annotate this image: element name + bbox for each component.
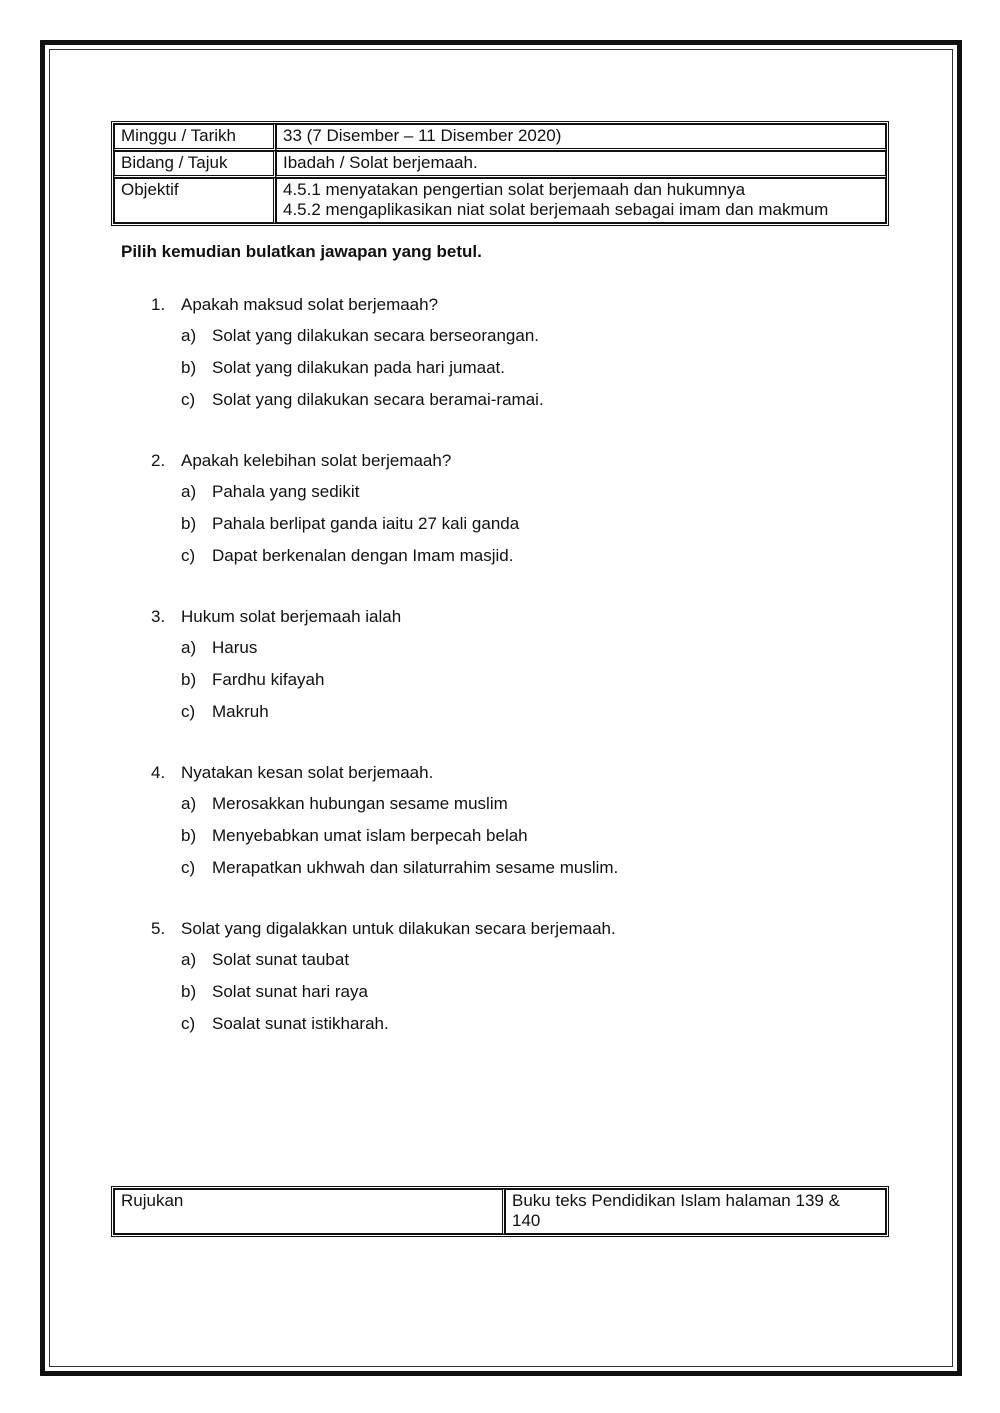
question-text: Solat yang digalakkan untuk dilakukan secara berjemaah. [181, 919, 616, 938]
question-number: 3. [151, 607, 166, 626]
objective-line-2: 4.5.2 mengaplikasikan niat solat berjemaah sebagai imam dan makmum [283, 200, 829, 219]
question-5 [151, 914, 871, 1040]
question-text: Apakah maksud solat berjemaah? [181, 295, 439, 314]
option-text: Pahala berlipat ganda iaitu 27 kali ganda [212, 514, 520, 533]
question-text: Hukum solat berjemaah ialah [181, 607, 402, 626]
option-a[interactable] [151, 788, 871, 820]
option-letter: b) [181, 670, 197, 689]
week-value: 33 (7 Disember – 11 Disember 2020) [276, 124, 886, 151]
option-letter: a) [181, 638, 197, 657]
option-a[interactable] [151, 320, 871, 352]
option-text: Menyebabkan umat islam berpecah belah [212, 826, 528, 845]
option-text: Dapat berkenalan dengan Imam masjid. [212, 546, 514, 565]
topic-label: Bidang / Tajuk [114, 151, 276, 178]
question-number: 4. [151, 763, 166, 782]
question-number: 1. [151, 295, 166, 314]
info-table [111, 121, 889, 226]
option-text: Merapatkan ukhwah dan silaturrahim sesame muslim. [212, 858, 619, 877]
instruction-text: Pilih kemudian bulatkan jawapan yang betul. [121, 242, 482, 261]
option-letter: a) [181, 794, 197, 813]
option-text: Harus [212, 638, 258, 657]
topic-value: Ibadah / Solat berjemaah. [276, 151, 886, 178]
option-text: Solat yang dilakukan pada hari jumaat. [212, 358, 505, 377]
option-text: Solat sunat taubat [212, 950, 350, 969]
question-2 [151, 446, 871, 572]
reference-row [114, 1189, 886, 1234]
option-b[interactable] [151, 664, 871, 696]
question-4 [151, 758, 871, 884]
option-letter: a) [181, 950, 197, 969]
option-text: Pahala yang sedikit [212, 482, 360, 501]
reference-label: Rujukan [114, 1189, 505, 1234]
question-text: Nyatakan kesan solat berjemaah. [181, 763, 434, 782]
week-label: Minggu / Tarikh [114, 124, 276, 151]
option-c[interactable] [151, 540, 871, 572]
info-row-week [114, 124, 886, 151]
objective-line-1: 4.5.1 menyatakan pengertian solat berjemaah dan hukumnya [283, 180, 746, 199]
option-letter: a) [181, 482, 197, 501]
option-a[interactable] [151, 944, 871, 976]
option-b[interactable] [151, 820, 871, 852]
option-c[interactable] [151, 696, 871, 728]
option-text: Solat yang dilakukan secara berseorangan. [212, 326, 539, 345]
option-letter: b) [181, 514, 197, 533]
question-1 [151, 290, 871, 416]
option-text: Merosakkan hubungan sesame muslim [212, 794, 508, 813]
question-list [151, 290, 871, 1070]
option-text: Makruh [212, 702, 269, 721]
reference-table [111, 1186, 889, 1237]
option-b[interactable] [151, 508, 871, 540]
option-letter: c) [181, 546, 196, 565]
option-letter: c) [181, 858, 196, 877]
objective-value [276, 178, 886, 223]
option-text: Solat sunat hari raya [212, 982, 368, 1001]
option-text: Fardhu kifayah [212, 670, 325, 689]
reference-line-1: Buku teks Pendidikan Islam halaman 139 & [512, 1191, 840, 1210]
info-row-topic [114, 151, 886, 178]
option-c[interactable] [151, 1008, 871, 1040]
reference-value [505, 1189, 886, 1234]
reference-line-2: 140 [512, 1211, 541, 1230]
objective-label: Objektif [114, 178, 276, 223]
option-letter: b) [181, 826, 197, 845]
option-text: Solat yang dilakukan secara beramai-ramai. [212, 390, 544, 409]
option-c[interactable] [151, 384, 871, 416]
option-a[interactable] [151, 632, 871, 664]
option-letter: c) [181, 702, 196, 721]
question-3 [151, 602, 871, 728]
option-letter: c) [181, 1014, 196, 1033]
option-letter: c) [181, 390, 196, 409]
question-number: 5. [151, 919, 166, 938]
option-text: Soalat sunat istikharah. [212, 1014, 389, 1033]
option-letter: b) [181, 358, 197, 377]
question-text: Apakah kelebihan solat berjemaah? [181, 451, 452, 470]
option-letter: b) [181, 982, 197, 1001]
option-b[interactable] [151, 352, 871, 384]
info-row-objective [114, 178, 886, 223]
question-number: 2. [151, 451, 166, 470]
option-a[interactable] [151, 476, 871, 508]
option-letter: a) [181, 326, 197, 345]
option-b[interactable] [151, 976, 871, 1008]
option-c[interactable] [151, 852, 871, 884]
